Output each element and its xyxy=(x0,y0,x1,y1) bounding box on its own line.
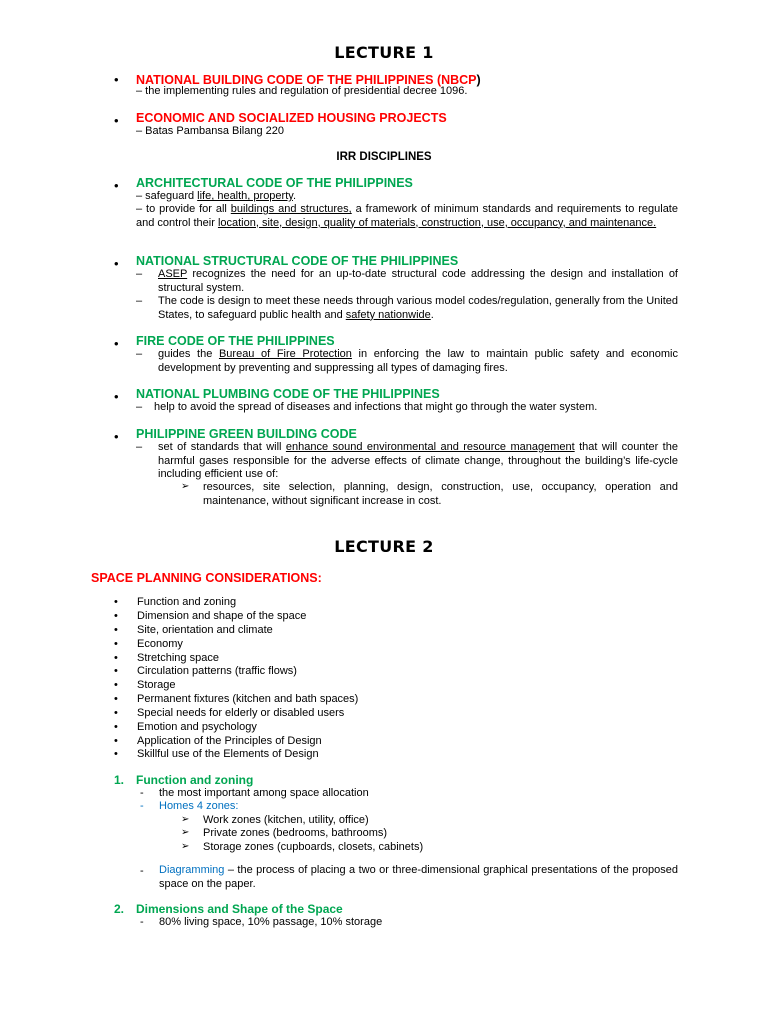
list-item: Circulation patterns (traffic flows) xyxy=(137,665,297,677)
arrow-bullet-icon: ➢ xyxy=(181,481,190,492)
list-item: Storage xyxy=(137,679,176,691)
architectural-line1: – safeguard life, health, property. xyxy=(136,190,297,202)
bullet: • xyxy=(114,256,119,271)
bullet: • xyxy=(114,665,118,677)
list-item: Special needs for elderly or disabled users xyxy=(137,707,345,719)
dash: - xyxy=(140,865,144,877)
arrow-bullet-icon: ➢ xyxy=(181,827,190,838)
nbcp-desc: – the implementing rules and regulation of presidential decree 1096. xyxy=(136,85,468,97)
bullet: • xyxy=(114,113,119,128)
bullet: • xyxy=(114,336,119,351)
green-sub: resources, site selection, planning, design, construction, use, occupancy, operation and maintenance, without significant increase in cost. xyxy=(203,481,678,507)
bullet: • xyxy=(114,693,118,705)
arrow-bullet-icon: ➢ xyxy=(181,814,190,825)
architectural-para: – to provide for all buildings and structures, a framework of minimum standards and requirements to regulate and control their location, site, design, quality of materials, construction, use, occupancy, and maintenance. xyxy=(136,203,678,229)
section-1-line1: the most important among space allocation xyxy=(159,787,369,799)
list-item: Site, orientation and climate xyxy=(137,624,273,636)
section-2-heading: Dimensions and Shape of the Space xyxy=(136,902,343,916)
plumbing-heading: NATIONAL PLUMBING CODE OF THE PHILIPPINES xyxy=(136,387,440,401)
bullet: • xyxy=(114,596,118,608)
dash: - xyxy=(140,787,144,799)
bullet: • xyxy=(114,748,118,760)
section-1-heading: Function and zoning xyxy=(136,773,254,787)
bullet: • xyxy=(114,624,118,636)
list-item: Application of the Principles of Design xyxy=(137,735,322,747)
bullet: • xyxy=(114,429,119,444)
section-2-line1: 80% living space, 10% passage, 10% storage xyxy=(159,916,383,928)
bullet: • xyxy=(114,389,119,404)
bullet: • xyxy=(114,679,118,691)
dash: - xyxy=(140,800,144,812)
fire-heading: FIRE CODE OF THE PHILIPPINES xyxy=(136,334,335,348)
architectural-heading: ARCHITECTURAL CODE OF THE PHILIPPINES xyxy=(136,176,413,190)
bullet: • xyxy=(114,707,118,719)
structural-heading: NATIONAL STRUCTURAL CODE OF THE PHILIPPINES xyxy=(136,254,459,268)
space-planning-heading: SPACE PLANNING CONSIDERATIONS: xyxy=(91,571,322,585)
dash: – xyxy=(136,295,143,307)
list-item: Skillful use of the Elements of Design xyxy=(137,748,319,760)
bullet: • xyxy=(114,178,119,193)
dash: – xyxy=(136,441,143,453)
bullet: • xyxy=(114,638,118,650)
section-2-number: 2. xyxy=(114,902,125,916)
zone-item: Private zones (bedrooms, bathrooms) xyxy=(203,827,388,839)
irr-disciplines-heading: IRR DISCIPLINES xyxy=(336,151,432,163)
section-1-number: 1. xyxy=(114,773,125,787)
lecture-2-title: LECTURE 2 xyxy=(334,537,434,556)
bullet: • xyxy=(114,721,118,733)
fire-desc: guides the Bureau of Fire Protection in enforcing the law to maintain public safety and economic development by preventing and suppressing all types of damaging fires. xyxy=(158,348,678,374)
list-item: Economy xyxy=(137,638,183,650)
structural-item-2: The code is design to meet these needs through various model codes/regulation, generally from the United States, to safeguard public health and safety nationwide. xyxy=(158,295,678,321)
green-desc: set of standards that will enhance sound environmental and resource management that will counter the harmful gases responsible for the adverse effects of climate change, throughout the building’s life-cycle including efficient use of: xyxy=(158,441,678,481)
bullet: • xyxy=(114,72,119,87)
list-item: Permanent fixtures (kitchen and bath spaces) xyxy=(137,693,359,705)
arrow-bullet-icon: ➢ xyxy=(181,841,190,852)
dash: – xyxy=(136,268,143,280)
plumbing-desc: help to avoid the spread of diseases and infections that might go through the water system. xyxy=(154,401,598,413)
housing-heading: ECONOMIC AND SOCIALIZED HOUSING PROJECTS xyxy=(136,111,447,125)
homes-zones-label: Homes 4 zones: xyxy=(159,800,239,812)
diagramming-para: Diagramming – the process of placing a two or three-dimensional graphical presentations of the proposed space on the paper. xyxy=(159,864,678,890)
list-item: Function and zoning xyxy=(137,596,237,608)
list-item: Emotion and psychology xyxy=(137,721,257,733)
lecture-1-title: LECTURE 1 xyxy=(334,43,434,62)
bullet: • xyxy=(114,610,118,622)
dash: - xyxy=(140,916,144,928)
green-heading: PHILIPPINE GREEN BUILDING CODE xyxy=(136,427,357,441)
dash: – xyxy=(136,401,143,413)
structural-item-1: ASEP recognizes the need for an up-to-date structural code addressing the design and installation of structural system. xyxy=(158,268,678,294)
bullet: • xyxy=(114,735,118,747)
zone-item: Storage zones (cupboards, closets, cabinets) xyxy=(203,841,424,853)
list-item: Stretching space xyxy=(137,652,219,664)
nbcp-heading: NATIONAL BUILDING CODE OF THE PHILIPPINES (NBCP) xyxy=(136,73,481,87)
housing-desc: – Batas Pambansa Bilang 220 xyxy=(136,125,284,137)
dash: – xyxy=(136,348,143,360)
bullet: • xyxy=(114,652,118,664)
list-item: Dimension and shape of the space xyxy=(137,610,307,622)
zone-item: Work zones (kitchen, utility, office) xyxy=(203,814,369,826)
